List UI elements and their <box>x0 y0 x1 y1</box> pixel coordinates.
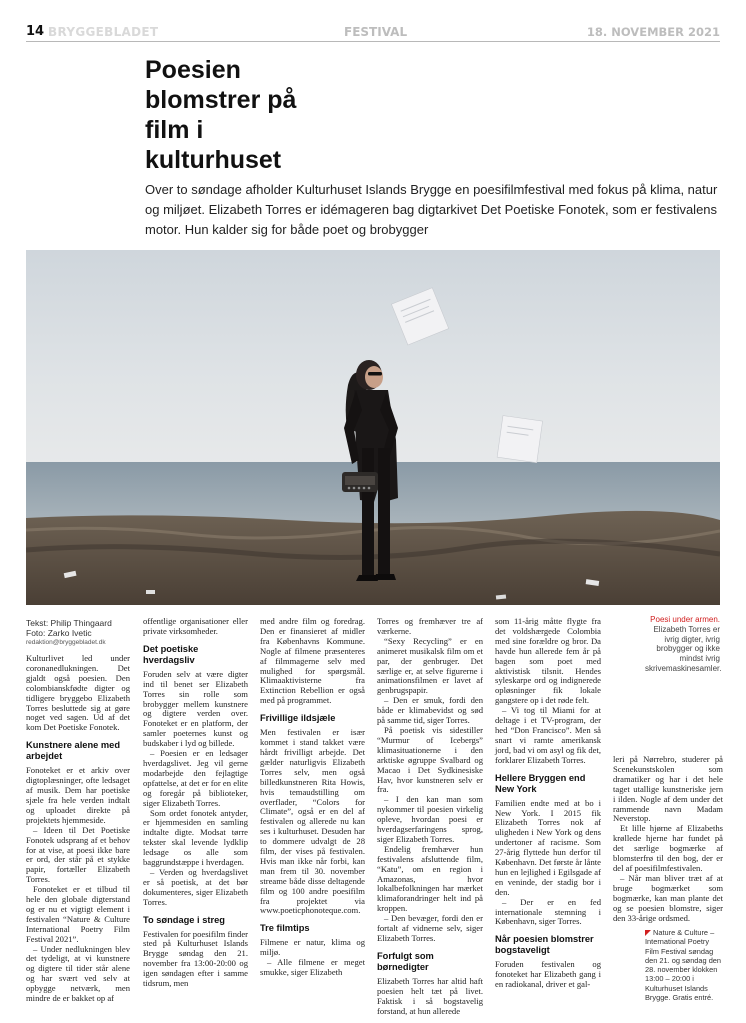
subheading: Forfulgt som børnedigter <box>377 950 434 972</box>
typewriter-icon <box>342 472 378 492</box>
paragraph: – Der er en fed internationale stemning i København, siger Torres. <box>495 896 601 927</box>
paragraph: – Den er smuk, fordi den både er klimabevidst og sød på samme tid, siger Torres. <box>377 695 483 726</box>
paragraph: Men festivalen er især kommet i stand takket være hårdt frivilligt arbejde. Det gælder naturligvis Elizabeth Torres selv, men også billedkunstneren Rita Howis, hvis temaudstilling om overflader, “Colors for Climate”, også er en del af festivalen og allerede nu kan ses i kulturhuset. Desuden har to dommere udvalgt de 28 film, der vises på festivalen. Hvis man ikke når forbi, kan man frem til 30. november streame både disse deltagende film og 100 andre poesifilm fra projektet via www.poeticphonoteque.com. <box>260 727 365 916</box>
article-column-1 <box>26 654 130 1004</box>
editorial-email: redaktion@bryggebladet.dk <box>26 639 106 646</box>
paragraph: – Under nedlukningen blev det tydeligt, at vi kunstnere og digtere til tider står alene og har svært ved selv at opbygge netværk, men mindre de er bakket op af <box>26 943 130 1004</box>
paragraph: Endelig fremhæver hun festivalens afsluttende film, “Katu”, om en region i Amazonas, hvor lokalbefolkningen har mærket klimaforandringer helt ind på kroppen. <box>377 843 483 914</box>
article-lead: Over to søndage afholder Kulturhuset Islands Brygge en poesifilmfestival med fokus på klima, natur og miljøet. Elizabeth Torres er idémageren bag digtarkivet Det Poetiske Fonotek, som er festivalens motor. Hun kalder sig for både poet og brobygger <box>145 182 718 237</box>
article-headline: Poesien blomstrer på film i kulturhuset <box>145 56 297 174</box>
paragraph: leri på Nørrebro, studerer på Scenekunstskolen som dramatiker og har i det hele taget utallige kunstneriske jern i ilden. Nogle af dem under det rammende navn Madam Neverstop. <box>613 754 723 824</box>
article-column-5 <box>495 617 601 990</box>
page-header <box>26 24 720 42</box>
paragraph: – Når man bliver træt af at bruge bogmærket som bogmærke, kan man plante det og se poesien blomstre, siger den 33-årige ordsmed. <box>613 872 723 923</box>
paragraph: Et lille hjørne af Elizabeths krøllede hjerne har fundet på det særlige bogmærke af blomsterfrø til den bog, der er del af poesifilmfestivalen. <box>613 823 723 873</box>
paragraph: Kulturlivet led under coronanedlukningen. Det gjaldt også poesien. Den colombianskfødte digter og tidligere bryggebo Elizabeth Torres besluttede sig at gøre noget ved sagen. Ud af det kom Det Poetiske Fonotek. <box>26 653 130 733</box>
text-credit: Tekst: Philip Thingaard <box>26 618 112 628</box>
paragraph: – Den bevæger, fordi den er fortalt af vidnerne selv, siger Elizabeth Torres. <box>377 913 483 943</box>
paragraph: – Verden og hverdagslivet er så poetisk, at det bør dokumenteres, siger Elizabeth Torres. <box>143 866 248 907</box>
page-number: 14 <box>26 24 45 39</box>
section-label: FESTIVAL <box>344 25 408 39</box>
article-column-4 <box>377 617 483 1017</box>
paragraph: – Poesien er en ledsager hverdagslivet. Jeg vil gerne modarbejde den fejlagtige opfattelse, at det er for en elite og foregår på biblioteker, siger Elizabeth Torres. <box>143 748 248 808</box>
caption-highlight: Poesi under armen. <box>650 615 720 624</box>
paragraph: med andre film og foredrag. Den er finansieret af midler fra Københavns Kommune. Nogle af filmene præsenteres af filmmagerne selv med mulighed for spørgsmål. Klimaaktivisterne fra Extinction Rebellion er også med på programmet. <box>260 616 365 706</box>
subheading: Kunstnere alene med arbejdet <box>26 740 121 762</box>
paragraph: Fonoteket er et arkiv over digtoplæsninger, ofte ledsaget af musik. Dem har poetiske sjæle fra hele verden indtalt og uploadet direkte på projektets hjemmeside. <box>26 765 130 825</box>
photo-credit: Foto: Zarko Ivetic <box>26 628 92 638</box>
factbox-marker-icon <box>645 930 651 936</box>
subheading: Det poetiske hverdagsliv <box>143 643 199 665</box>
paragraph: “Sexy Recycling” er en animeret musikalsk film om et par, der genbruger. Det særlige er, at selve figurerne i animationsfilmen er lavet af genbrugspapir. <box>377 635 483 696</box>
paragraph: – Alle filmene er meget smukke, siger Elizabeth <box>260 957 365 978</box>
paragraph: Som ordet fonotek antyder, er hjemmesiden en samling indtalte digte. Modsat tørre tekster skal levende lydklip ledsage os alle som baggrundstæppe i hverdagen. <box>143 807 248 868</box>
subheading: Tre filmtips <box>260 923 310 934</box>
issue-date: 18. NOVEMBER 2021 <box>586 25 720 39</box>
article-credits <box>26 618 134 648</box>
paragraph: Filmene er natur, klima og miljø. <box>260 937 365 958</box>
article-column-2 <box>143 617 248 989</box>
paragraph: – I den kan man som nykommer til poesien virkelig opleve, hvordan poesi er hverdagserfaringens sprog, siger Elizabeth Torres. <box>377 794 483 844</box>
article-photo <box>26 250 720 605</box>
paragraph: På poetisk vis sidestiller “Murmur of Icebergs” klimasituationerne i den arktiske øgruppe Svalbard og Macao i Det Sydkinesiske Hav, hvor kunstneren selv er fra. <box>377 724 483 795</box>
paragraph: – Ideen til Det Poetiske Fonotek udsprang af et behov for at vise, at poesi ikke bare er ord, der står på et stykke papir, fortæller Elizabeth Torres. <box>26 824 130 885</box>
article-column-3 <box>260 617 365 978</box>
header-rule <box>26 41 720 42</box>
paragraph: – Vi tog til Miami for at deltage i et TV-program, der hed “Don Francisco”. Men så snart vi ramte amerikansk jord, bad vi om asyl og fik det, forklarer Elizabeth Torres. <box>495 705 601 765</box>
paragraph: Foruden selv at være digter ind til benet ser Elizabeth Torres sin rolle som brobygger mellem kunstnere og digtere verden over. Fonoteket er en platform, der samler poeternes kunst og budskaber i lyd og billede. <box>143 668 248 749</box>
subheading: To søndage i streg <box>143 914 225 925</box>
photo-caption <box>645 615 720 674</box>
floating-paper-2 <box>497 416 542 463</box>
event-factbox <box>645 928 723 1002</box>
subheading: Frivillige ildsjæle <box>260 713 336 724</box>
caption-text: Elizabeth Torres er ivrig digter, ivrig brobygger og ikke mindst ivrig skrivemaskinesamler. <box>645 624 722 673</box>
subheading: Hellere Bryggen end New York <box>495 772 586 794</box>
subheading: Når poesien blomstrer bogstaveligt <box>495 934 594 956</box>
paragraph: Familien endte med at bo i New York. I 2015 fik Elizabeth Torres nok af uligheden i New York og dens undertoner af racisme. Som 27-årig flyttede hun derfor til København. Det første år lånte hun en lejlighed i Egilsgade af en veninde, der stadig bor i den. <box>495 797 601 897</box>
paragraph: Foruden festivalen og fonoteket har Elizabeth gang i en radiokanal, driver et gal- <box>495 959 601 990</box>
factbox-text: Nature & Culture – International Poetry Film Festival søndag den 21. og søndag den 28. november klokken 13:00 – 20:00 i Kulturhuset Islands Brygge. Gratis entré. <box>645 928 722 1003</box>
paragraph: som 11-årig måtte flygte fra det voldshærgede Colombia med sine forældre og bror. Da havde hun allerede fem år på bagen som poet med aktivistisk tilsnit. Hendes syleskarpe ord og indignerede opløsninger fik lokale gangstere op i det røde felt. <box>495 616 601 706</box>
woman-on-beach-photo <box>26 250 720 605</box>
paragraph: Torres og fremhæver tre af værkerne. <box>377 616 483 636</box>
paragraph: Fonoteket er et tilbud til hele den globale digterstand og er nu et vigtigt element i festivalen “Nature & Culture International Poetry Film Festival 2021”. <box>26 884 130 944</box>
paper-name: BRYGGEBLADET <box>48 25 159 39</box>
paragraph: Elizabeth Torres har altid haft poesien helt tæt på livet. Faktisk i så bogstavelig forstand, at hun allerede <box>377 975 483 1016</box>
paragraph: Festivalen for poesifilm finder sted på Kulturhuset Islands Brygge søndag den 21. november fra 13:00-20:00 og igen søndagen efter i samme tidsrum, men <box>143 928 248 989</box>
paragraph: offentlige organisationer eller private virksomheder. <box>143 616 248 636</box>
article-column-6 <box>613 755 723 923</box>
